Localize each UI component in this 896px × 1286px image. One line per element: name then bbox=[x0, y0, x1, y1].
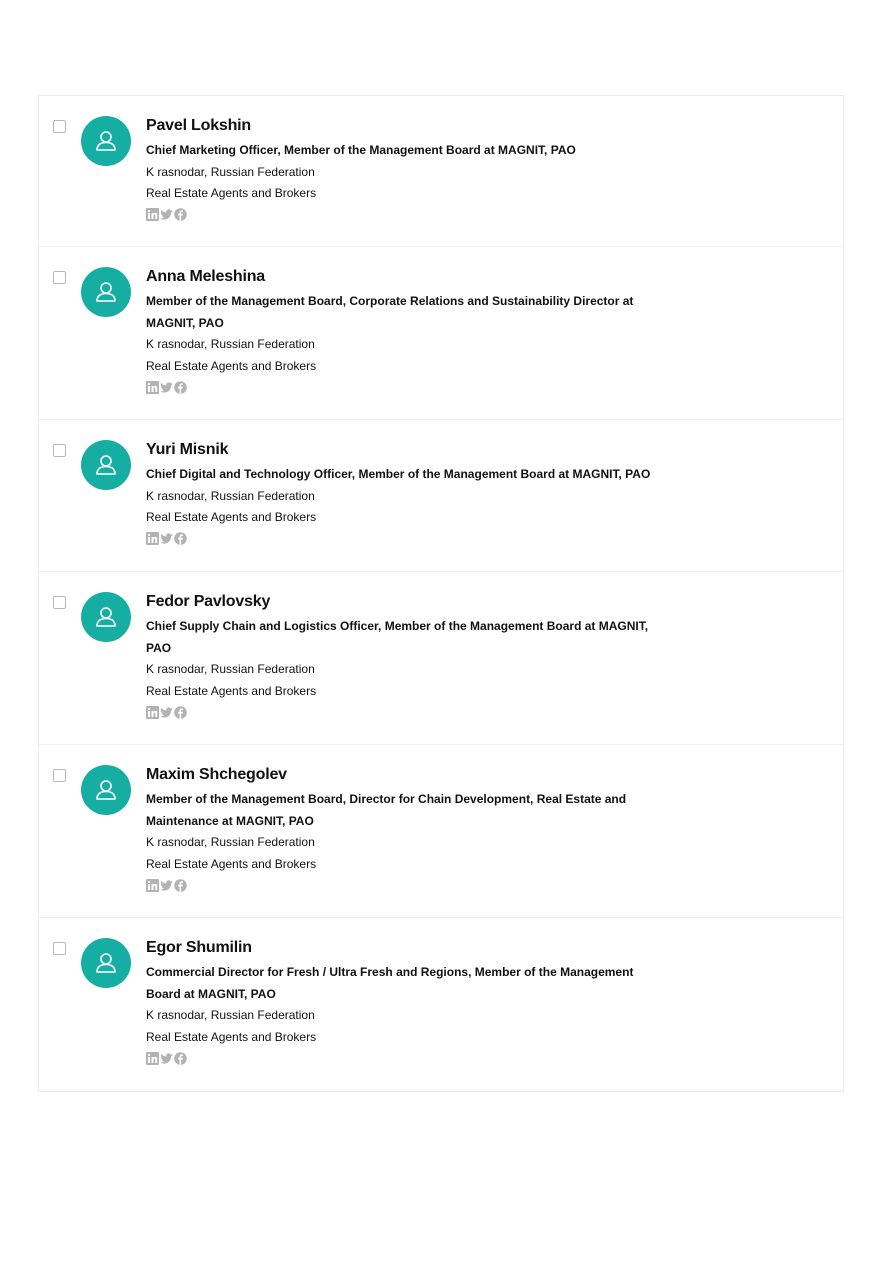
avatar[interactable] bbox=[81, 592, 131, 642]
user-icon bbox=[93, 604, 119, 630]
user-icon bbox=[93, 279, 119, 305]
person-industry: Real Estate Agents and Brokers bbox=[146, 510, 317, 524]
select-checkbox[interactable] bbox=[53, 596, 66, 609]
linkedin-icon[interactable] bbox=[146, 532, 159, 545]
select-checkbox[interactable] bbox=[53, 942, 66, 955]
list-item bbox=[39, 420, 843, 572]
linkedin-icon[interactable] bbox=[146, 381, 159, 394]
person-info bbox=[146, 116, 706, 222]
person-title-continued: MAGNIT, PAO bbox=[146, 315, 224, 330]
person-info bbox=[146, 440, 706, 546]
list-item bbox=[39, 745, 843, 918]
person-location: K rasnodar, Russian Federation bbox=[146, 164, 315, 179]
facebook-icon[interactable] bbox=[174, 879, 187, 892]
select-checkbox[interactable] bbox=[53, 120, 66, 133]
person-title-continued: Maintenance at MAGNIT, PAO bbox=[146, 813, 314, 828]
twitter-icon[interactable] bbox=[160, 532, 173, 545]
twitter-icon[interactable] bbox=[160, 208, 173, 221]
linkedin-icon[interactable] bbox=[146, 1052, 159, 1065]
person-title-continued: PAO bbox=[146, 640, 172, 655]
linkedin-icon[interactable] bbox=[146, 208, 159, 221]
linkedin-icon[interactable] bbox=[146, 879, 159, 892]
person-title: Chief Supply Chain and Logistics Officer, Member of the Management Board at MAGNIT, bbox=[146, 619, 649, 633]
select-checkbox[interactable] bbox=[53, 769, 66, 782]
social-links bbox=[146, 532, 706, 546]
twitter-icon[interactable] bbox=[160, 706, 173, 719]
twitter-icon[interactable] bbox=[160, 879, 173, 892]
person-title-continued: Board at MAGNIT, PAO bbox=[146, 986, 276, 1001]
facebook-icon[interactable] bbox=[174, 208, 187, 221]
twitter-icon[interactable] bbox=[160, 1052, 173, 1065]
person-location: K rasnodar, Russian Federation bbox=[146, 337, 315, 351]
person-industry: Real Estate Agents and Brokers bbox=[146, 186, 317, 200]
person-name[interactable]: Maxim Shchegolev bbox=[146, 766, 287, 783]
person-industry: Real Estate Agents and Brokers bbox=[146, 358, 317, 373]
avatar[interactable] bbox=[81, 938, 131, 988]
person-location: K rasnodar, Russian Federation bbox=[146, 662, 315, 676]
person-info bbox=[146, 765, 706, 892]
user-icon bbox=[93, 950, 119, 976]
facebook-icon[interactable] bbox=[174, 706, 187, 719]
user-icon bbox=[93, 777, 119, 803]
social-links bbox=[146, 380, 706, 394]
person-industry: Real Estate Agents and Brokers bbox=[146, 683, 317, 698]
people-list bbox=[38, 95, 844, 1092]
list-item bbox=[39, 96, 843, 247]
person-name[interactable]: Egor Shumilin bbox=[146, 939, 252, 956]
person-name[interactable]: Anna Meleshina bbox=[146, 268, 266, 285]
person-title: Member of the Management Board, Corporate Relations and Sustainability Director at bbox=[146, 294, 634, 308]
user-icon bbox=[93, 452, 119, 478]
social-links bbox=[146, 878, 706, 892]
avatar[interactable] bbox=[81, 267, 131, 317]
avatar[interactable] bbox=[81, 765, 131, 815]
avatar[interactable] bbox=[81, 440, 131, 490]
person-name[interactable]: Fedor Pavlovsky bbox=[146, 593, 271, 610]
person-info bbox=[146, 592, 706, 719]
person-industry: Real Estate Agents and Brokers bbox=[146, 1029, 317, 1044]
user-icon bbox=[93, 128, 119, 154]
person-info bbox=[146, 938, 706, 1065]
facebook-icon[interactable] bbox=[174, 381, 187, 394]
person-title: Commercial Director for Fresh / Ultra Fresh and Regions, Member of the Management bbox=[146, 965, 634, 979]
facebook-icon[interactable] bbox=[174, 1052, 187, 1065]
person-name[interactable]: Pavel Lokshin bbox=[146, 117, 251, 134]
facebook-icon[interactable] bbox=[174, 532, 187, 545]
person-info bbox=[146, 267, 706, 394]
list-item bbox=[39, 572, 843, 745]
social-links bbox=[146, 705, 706, 719]
person-location: K rasnodar, Russian Federation bbox=[146, 835, 315, 849]
person-title: Chief Marketing Officer, Member of the Management Board at MAGNIT, PAO bbox=[146, 143, 576, 157]
list-item bbox=[39, 918, 843, 1091]
social-links bbox=[146, 208, 706, 222]
person-location: K rasnodar, Russian Federation bbox=[146, 1008, 315, 1022]
person-name[interactable]: Yuri Misnik bbox=[146, 441, 229, 458]
list-item bbox=[39, 247, 843, 420]
linkedin-icon[interactable] bbox=[146, 706, 159, 719]
twitter-icon[interactable] bbox=[160, 381, 173, 394]
person-industry: Real Estate Agents and Brokers bbox=[146, 856, 317, 871]
person-title: Chief Digital and Technology Officer, Member of the Management Board at MAGNIT, PAO bbox=[146, 467, 651, 481]
person-location: K rasnodar, Russian Federation bbox=[146, 488, 315, 503]
social-links bbox=[146, 1051, 706, 1065]
select-checkbox[interactable] bbox=[53, 271, 66, 284]
avatar[interactable] bbox=[81, 116, 131, 166]
person-title: Member of the Management Board, Director for Chain Development, Real Estate and bbox=[146, 792, 627, 806]
select-checkbox[interactable] bbox=[53, 444, 66, 457]
